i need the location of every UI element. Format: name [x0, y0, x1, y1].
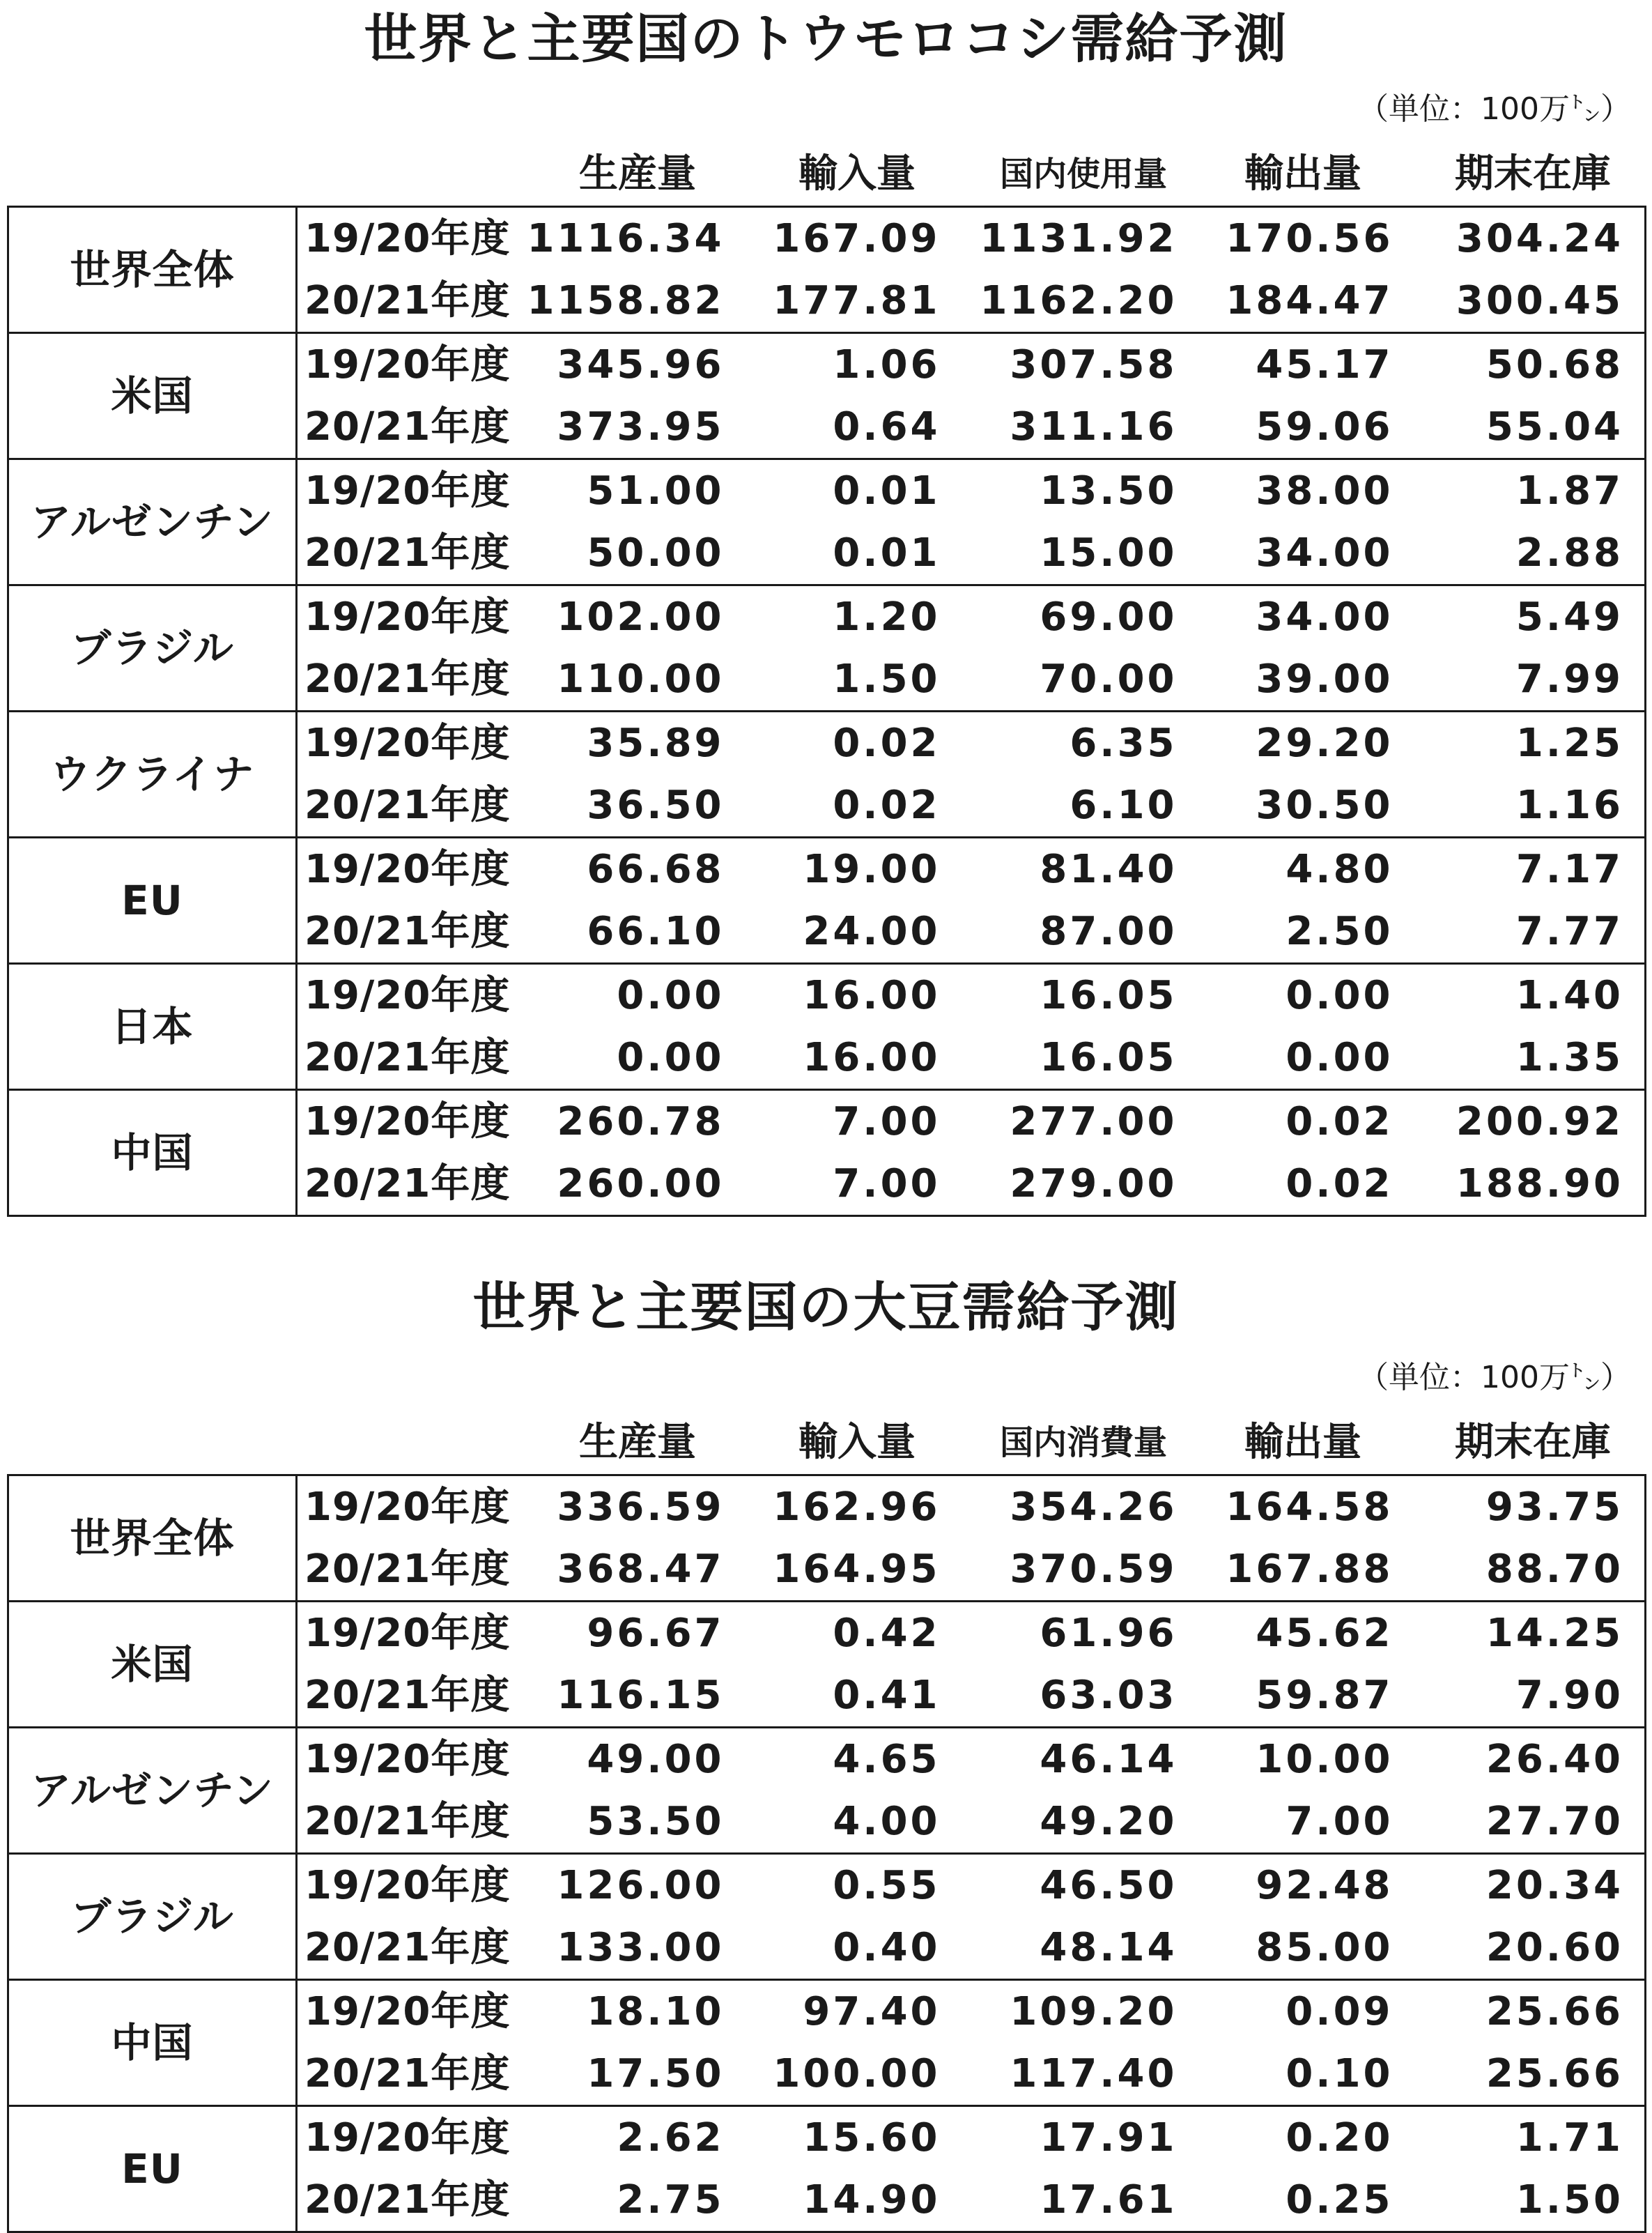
column-header-domestic-use: 国内使用量 — [999, 155, 1167, 194]
value-cell: 304.24 — [1405, 207, 1646, 270]
country-label: EU — [8, 2106, 297, 2232]
value-cell: 18.10 — [527, 1980, 736, 2043]
value-cell: 7.77 — [1405, 900, 1646, 964]
value-cell: 200.92 — [1405, 1090, 1646, 1153]
value-cell: 17.50 — [527, 2043, 736, 2106]
value-cell: 133.00 — [527, 1917, 736, 1980]
fiscal-year-label: 20/21年度 — [297, 522, 527, 585]
value-cell: 51.00 — [527, 459, 736, 523]
value-cell: 49.00 — [527, 1728, 736, 1791]
value-cell: 39.00 — [1189, 648, 1405, 712]
value-cell: 5.49 — [1405, 585, 1646, 649]
value-cell: 14.25 — [1405, 1602, 1646, 1665]
value-cell: 0.25 — [1189, 2169, 1405, 2232]
table-row — [8, 1475, 1646, 1539]
country-label: EU — [8, 838, 297, 964]
value-cell: 55.04 — [1405, 396, 1646, 459]
value-cell: 0.64 — [736, 396, 952, 459]
table-row — [8, 1090, 1646, 1153]
corn-column-headers — [0, 146, 1652, 202]
value-cell: 24.00 — [736, 900, 952, 964]
value-cell: 1.50 — [1405, 2169, 1646, 2232]
value-cell: 1.06 — [736, 333, 952, 397]
value-cell: 4.80 — [1189, 838, 1405, 901]
value-cell: 1.35 — [1405, 1027, 1646, 1090]
value-cell: 354.26 — [952, 1475, 1189, 1539]
value-cell: 1.71 — [1405, 2106, 1646, 2170]
value-cell: 53.50 — [527, 1790, 736, 1854]
country-label: 中国 — [8, 1090, 297, 1216]
value-cell: 2.62 — [527, 2106, 736, 2170]
fiscal-year-label: 20/21年度 — [297, 2169, 527, 2232]
value-cell: 0.00 — [527, 1027, 736, 1090]
country-label: 米国 — [8, 1602, 297, 1728]
table-row — [8, 712, 1646, 775]
value-cell: 1.16 — [1405, 774, 1646, 838]
value-cell: 25.66 — [1405, 2043, 1646, 2106]
value-cell: 0.02 — [736, 774, 952, 838]
value-cell: 46.14 — [952, 1728, 1189, 1791]
value-cell: 15.60 — [736, 2106, 952, 2170]
value-cell: 0.20 — [1189, 2106, 1405, 2170]
fiscal-year-label: 19/20年度 — [297, 964, 527, 1027]
fiscal-year-label: 20/21年度 — [297, 774, 527, 838]
fiscal-year-label: 19/20年度 — [297, 1475, 527, 1539]
value-cell: 1.25 — [1405, 712, 1646, 775]
country-label: ブラジル — [8, 1854, 297, 1980]
value-cell: 59.87 — [1189, 1664, 1405, 1728]
value-cell: 97.40 — [736, 1980, 952, 2043]
table-row — [8, 2106, 1646, 2170]
value-cell: 1158.82 — [527, 270, 736, 333]
table-row — [8, 838, 1646, 901]
value-cell: 0.02 — [1189, 1153, 1405, 1216]
value-cell: 117.40 — [952, 2043, 1189, 2106]
value-cell: 29.20 — [1189, 712, 1405, 775]
value-cell: 7.00 — [1189, 1790, 1405, 1854]
value-cell: 7.17 — [1405, 838, 1646, 901]
value-cell: 14.90 — [736, 2169, 952, 2232]
value-cell: 100.00 — [736, 2043, 952, 2106]
fiscal-year-label: 19/20年度 — [297, 1980, 527, 2043]
country-label: ブラジル — [8, 585, 297, 712]
country-label: ウクライナ — [8, 712, 297, 838]
table-row — [8, 964, 1646, 1027]
value-cell: 7.99 — [1405, 648, 1646, 712]
corn-unit-label: （単位：100万㌧） — [1358, 91, 1631, 127]
column-header-exports: 輸出量 — [1244, 1420, 1361, 1465]
value-cell: 10.00 — [1189, 1728, 1405, 1791]
soybean-unit-label: （単位：100万㌧） — [1358, 1360, 1631, 1395]
value-cell: 102.00 — [527, 585, 736, 649]
value-cell: 6.10 — [952, 774, 1189, 838]
table-row — [8, 1980, 1646, 2043]
fiscal-year-label: 20/21年度 — [297, 270, 527, 333]
value-cell: 49.20 — [952, 1790, 1189, 1854]
value-cell: 59.06 — [1189, 396, 1405, 459]
fiscal-year-label: 20/21年度 — [297, 1027, 527, 1090]
value-cell: 7.90 — [1405, 1664, 1646, 1728]
value-cell: 16.00 — [736, 1027, 952, 1090]
value-cell: 2.88 — [1405, 522, 1646, 585]
value-cell: 50.68 — [1405, 333, 1646, 397]
value-cell: 48.14 — [952, 1917, 1189, 1980]
value-cell: 93.75 — [1405, 1475, 1646, 1539]
value-cell: 4.65 — [736, 1728, 952, 1791]
value-cell: 20.60 — [1405, 1917, 1646, 1980]
value-cell: 1116.34 — [527, 207, 736, 270]
value-cell: 85.00 — [1189, 1917, 1405, 1980]
value-cell: 260.78 — [527, 1090, 736, 1153]
country-label: 中国 — [8, 1980, 297, 2106]
value-cell: 35.89 — [527, 712, 736, 775]
column-header-exports: 輸出量 — [1244, 151, 1361, 197]
value-cell: 17.61 — [952, 2169, 1189, 2232]
value-cell: 16.00 — [736, 964, 952, 1027]
fiscal-year-label: 19/20年度 — [297, 712, 527, 775]
fiscal-year-label: 20/21年度 — [297, 396, 527, 459]
fiscal-year-label: 19/20年度 — [297, 585, 527, 649]
fiscal-year-label: 20/21年度 — [297, 900, 527, 964]
value-cell: 167.09 — [736, 207, 952, 270]
value-cell: 0.01 — [736, 459, 952, 523]
value-cell: 1131.92 — [952, 207, 1189, 270]
value-cell: 30.50 — [1189, 774, 1405, 838]
table-row — [8, 1728, 1646, 1791]
value-cell: 19.00 — [736, 838, 952, 901]
value-cell: 61.96 — [952, 1602, 1189, 1665]
fiscal-year-label: 20/21年度 — [297, 1153, 527, 1216]
value-cell: 26.40 — [1405, 1728, 1646, 1791]
value-cell: 0.41 — [736, 1664, 952, 1728]
value-cell: 177.81 — [736, 270, 952, 333]
soybean-table — [7, 1474, 1646, 2233]
fiscal-year-label: 20/21年度 — [297, 1664, 527, 1728]
fiscal-year-label: 19/20年度 — [297, 2106, 527, 2170]
fiscal-year-label: 20/21年度 — [297, 648, 527, 712]
value-cell: 81.40 — [952, 838, 1189, 901]
column-header-ending-stocks: 期末在庫 — [1455, 1420, 1611, 1465]
value-cell: 0.02 — [736, 712, 952, 775]
value-cell: 170.56 — [1189, 207, 1405, 270]
value-cell: 0.42 — [736, 1602, 952, 1665]
fiscal-year-label: 20/21年度 — [297, 1538, 527, 1602]
value-cell: 34.00 — [1189, 522, 1405, 585]
column-header-production: 生産量 — [579, 1420, 696, 1465]
value-cell: 46.50 — [952, 1854, 1189, 1917]
value-cell: 50.00 — [527, 522, 736, 585]
value-cell: 92.48 — [1189, 1854, 1405, 1917]
value-cell: 336.59 — [527, 1475, 736, 1539]
table-row — [8, 459, 1646, 523]
soybean-column-headers — [0, 1415, 1652, 1471]
fiscal-year-label: 19/20年度 — [297, 1602, 527, 1665]
fiscal-year-label: 19/20年度 — [297, 1090, 527, 1153]
column-header-imports: 輸入量 — [798, 151, 916, 197]
value-cell: 66.10 — [527, 900, 736, 964]
value-cell: 0.40 — [736, 1917, 952, 1980]
value-cell: 1162.20 — [952, 270, 1189, 333]
country-label: アルゼンチン — [8, 459, 297, 585]
value-cell: 126.00 — [527, 1854, 736, 1917]
value-cell: 38.00 — [1189, 459, 1405, 523]
value-cell: 70.00 — [952, 648, 1189, 712]
value-cell: 162.96 — [736, 1475, 952, 1539]
value-cell: 16.05 — [952, 964, 1189, 1027]
value-cell: 345.96 — [527, 333, 736, 397]
value-cell: 20.34 — [1405, 1854, 1646, 1917]
value-cell: 25.66 — [1405, 1980, 1646, 2043]
value-cell: 164.95 — [736, 1538, 952, 1602]
table-row — [8, 1854, 1646, 1917]
value-cell: 1.40 — [1405, 964, 1646, 1027]
column-header-production: 生産量 — [579, 151, 696, 197]
country-label: 米国 — [8, 333, 297, 459]
value-cell: 45.17 — [1189, 333, 1405, 397]
value-cell: 34.00 — [1189, 585, 1405, 649]
table-row — [8, 207, 1646, 270]
value-cell: 307.58 — [952, 333, 1189, 397]
value-cell: 96.67 — [527, 1602, 736, 1665]
fiscal-year-label: 19/20年度 — [297, 207, 527, 270]
value-cell: 66.68 — [527, 838, 736, 901]
corn-table — [7, 206, 1646, 1217]
fiscal-year-label: 19/20年度 — [297, 838, 527, 901]
country-label: 世界全体 — [8, 1475, 297, 1602]
country-label: アルゼンチン — [8, 1728, 297, 1854]
value-cell: 277.00 — [952, 1090, 1189, 1153]
value-cell: 27.70 — [1405, 1790, 1646, 1854]
value-cell: 2.75 — [527, 2169, 736, 2232]
value-cell: 109.20 — [952, 1980, 1189, 2043]
value-cell: 7.00 — [736, 1090, 952, 1153]
value-cell: 1.87 — [1405, 459, 1646, 523]
value-cell: 300.45 — [1405, 270, 1646, 333]
value-cell: 88.70 — [1405, 1538, 1646, 1602]
value-cell: 370.59 — [952, 1538, 1189, 1602]
fiscal-year-label: 19/20年度 — [297, 333, 527, 397]
value-cell: 0.00 — [1189, 964, 1405, 1027]
value-cell: 36.50 — [527, 774, 736, 838]
value-cell: 1.20 — [736, 585, 952, 649]
value-cell: 16.05 — [952, 1027, 1189, 1090]
value-cell: 0.02 — [1189, 1090, 1405, 1153]
fiscal-year-label: 19/20年度 — [297, 1854, 527, 1917]
table-row — [8, 585, 1646, 649]
fiscal-year-label: 20/21年度 — [297, 1790, 527, 1854]
value-cell: 0.55 — [736, 1854, 952, 1917]
value-cell: 13.50 — [952, 459, 1189, 523]
value-cell: 7.00 — [736, 1153, 952, 1216]
value-cell: 184.47 — [1189, 270, 1405, 333]
value-cell: 0.10 — [1189, 2043, 1405, 2106]
value-cell: 368.47 — [527, 1538, 736, 1602]
fiscal-year-label: 20/21年度 — [297, 1917, 527, 1980]
value-cell: 63.03 — [952, 1664, 1189, 1728]
value-cell: 2.50 — [1189, 900, 1405, 964]
value-cell: 0.00 — [1189, 1027, 1405, 1090]
country-label: 世界全体 — [8, 207, 297, 333]
column-header-imports: 輸入量 — [798, 1420, 916, 1465]
value-cell: 279.00 — [952, 1153, 1189, 1216]
value-cell: 17.91 — [952, 2106, 1189, 2170]
fiscal-year-label: 20/21年度 — [297, 2043, 527, 2106]
soybean-table-title: 世界と主要国の大豆需給予測 — [472, 1276, 1180, 1338]
value-cell: 1.50 — [736, 648, 952, 712]
value-cell: 87.00 — [952, 900, 1189, 964]
value-cell: 311.16 — [952, 396, 1189, 459]
value-cell: 4.00 — [736, 1790, 952, 1854]
column-header-domestic-consumption: 国内消費量 — [999, 1423, 1167, 1462]
fiscal-year-label: 19/20年度 — [297, 1728, 527, 1791]
table-row — [8, 1602, 1646, 1665]
value-cell: 260.00 — [527, 1153, 736, 1216]
value-cell: 15.00 — [952, 522, 1189, 585]
value-cell: 69.00 — [952, 585, 1189, 649]
value-cell: 0.01 — [736, 522, 952, 585]
value-cell: 116.15 — [527, 1664, 736, 1728]
table-row — [8, 333, 1646, 397]
value-cell: 110.00 — [527, 648, 736, 712]
column-header-ending-stocks: 期末在庫 — [1455, 151, 1611, 197]
value-cell: 167.88 — [1189, 1538, 1405, 1602]
fiscal-year-label: 19/20年度 — [297, 459, 527, 523]
value-cell: 0.00 — [527, 964, 736, 1027]
value-cell: 0.09 — [1189, 1980, 1405, 2043]
corn-table-title: 世界と主要国のトウモロコシ需給予測 — [364, 8, 1288, 70]
value-cell: 164.58 — [1189, 1475, 1405, 1539]
country-label: 日本 — [8, 964, 297, 1090]
value-cell: 45.62 — [1189, 1602, 1405, 1665]
value-cell: 6.35 — [952, 712, 1189, 775]
value-cell: 373.95 — [527, 396, 736, 459]
value-cell: 188.90 — [1405, 1153, 1646, 1216]
